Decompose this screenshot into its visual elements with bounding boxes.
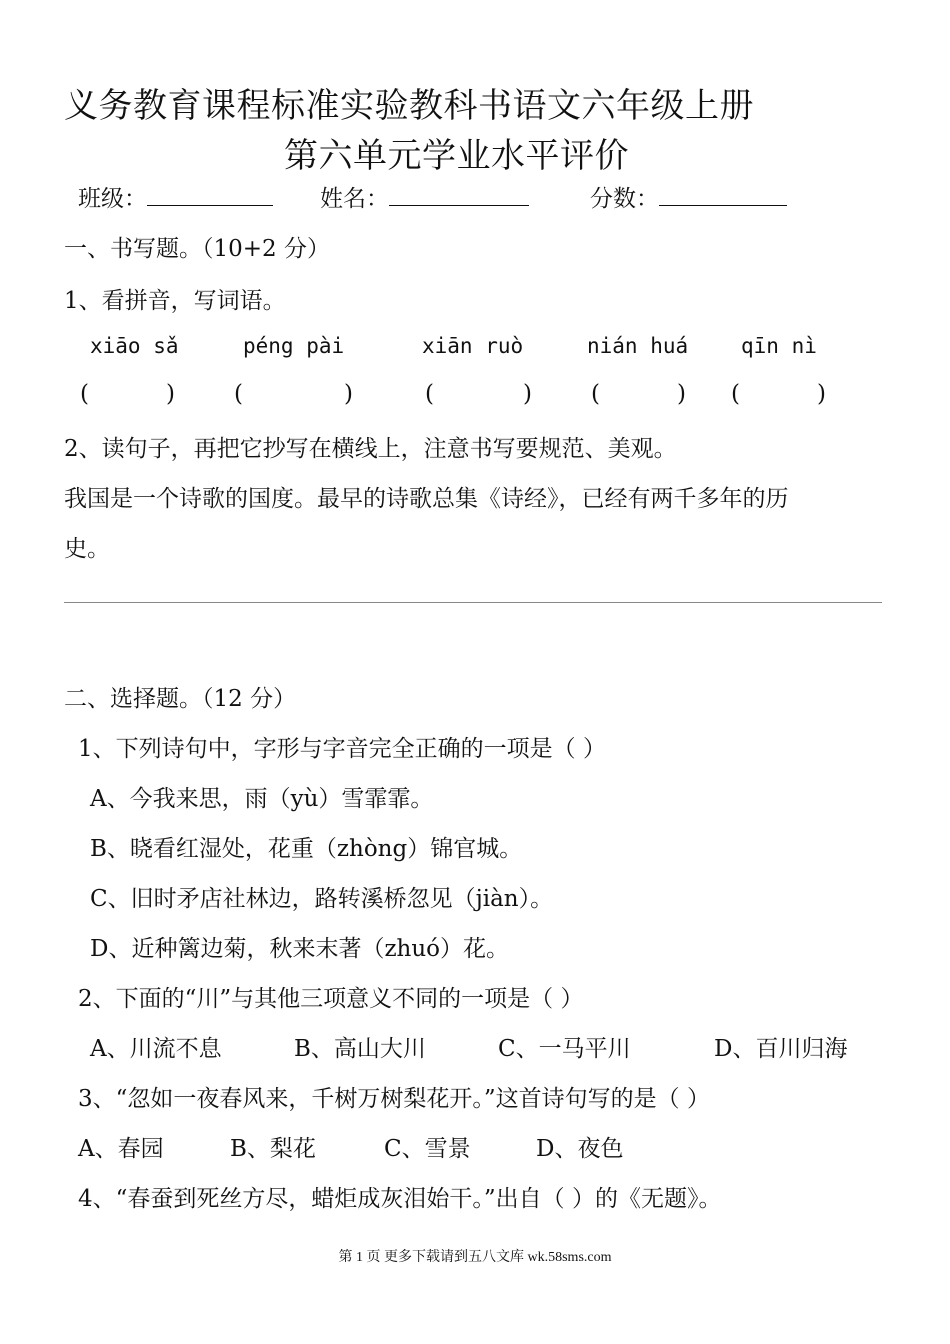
copy-writing-line[interactable] <box>64 602 882 603</box>
document-subtitle: 第六单元学业水平评价 <box>284 136 629 176</box>
answer-blank-2-close: ) <box>344 381 353 407</box>
q1-option-d: D、近种篱边菊，秋来末著（zhuó）花。 <box>90 936 510 962</box>
q1-option-c: C、旧时矛店社林边，路转溪桥忽见（jiàn）。 <box>90 886 554 912</box>
document-title: 义务教育课程标准实验教科书语文六年级上册 <box>64 86 754 126</box>
answer-blank-4-close: ) <box>677 381 686 407</box>
q3-option-d: D、夜色 <box>536 1136 624 1162</box>
section2-heading: 二、选择题。（12 分） <box>64 686 297 712</box>
class-field <box>78 180 273 213</box>
name-blank <box>389 183 529 206</box>
pinyin-5: qīn nì <box>741 334 817 358</box>
q3-option-b: B、梨花 <box>230 1136 316 1162</box>
section2-q2: 2、下面的“川”与其他三项意义不同的一项是（ ） <box>78 986 584 1012</box>
answer-blank-3[interactable]: ( <box>425 381 434 407</box>
section2-q3: 3、“忽如一夜春风来，千树万树梨花开。”这首诗句写的是（ ） <box>78 1086 710 1112</box>
q2-option-b: B、高山大川 <box>294 1036 426 1062</box>
pinyin-4: nián huá <box>587 334 689 358</box>
answer-blank-5-close: ) <box>817 381 826 407</box>
copy-sentence-line1: 我国是一个诗歌的国度。最早的诗歌总集《诗经》，已经有两千多年的历 <box>64 486 789 512</box>
name-field <box>320 180 529 213</box>
answer-blank-5[interactable]: ( <box>731 381 740 407</box>
section1-q2: 2、读句子，再把它抄写在横线上，注意书写要规范、美观。 <box>64 436 677 462</box>
q2-option-c: C、一马平川 <box>498 1036 631 1062</box>
answer-blank-1-close: ) <box>166 381 175 407</box>
answer-blank-3-close: ) <box>523 381 532 407</box>
q2-option-d: D、百川归海 <box>714 1036 848 1062</box>
pinyin-2: péng pài <box>243 334 345 358</box>
score-blank <box>659 183 787 206</box>
section1-heading: 一、书写题。（10+2 分） <box>64 236 330 262</box>
section2-q1: 1、下列诗句中，字形与字音完全正确的一项是（ ） <box>78 736 606 762</box>
name-label: 姓名： <box>320 186 389 212</box>
q2-option-a: A、川流不息 <box>90 1036 222 1062</box>
pinyin-1: xiāo sǎ <box>90 334 179 358</box>
section2-q4: 4、“春蚕到死丝方尽，蜡炬成灰泪始干。”出自（ ）的《无题》。 <box>78 1186 722 1212</box>
score-label: 分数： <box>590 186 659 212</box>
class-label: 班级： <box>78 186 147 212</box>
page-footer: 第 1 页 更多下载请到五八文库 wk.58sms.com <box>338 1250 612 1265</box>
q3-option-a: A、春园 <box>78 1136 164 1162</box>
q3-option-c: C、雪景 <box>384 1136 471 1162</box>
answer-blank-2[interactable]: ( <box>234 381 243 407</box>
pinyin-3: xiān ruò <box>422 334 524 358</box>
class-blank <box>147 183 273 206</box>
answer-blank-1[interactable]: ( <box>80 381 89 407</box>
section1-q1: 1、看拼音，写词语。 <box>64 288 286 314</box>
score-field <box>590 180 787 213</box>
answer-blank-4[interactable]: ( <box>591 381 600 407</box>
q1-option-b: B、晓看红湿处，花重（zhòng）锦官城。 <box>90 836 523 862</box>
copy-sentence-line2: 史。 <box>64 536 110 562</box>
q1-option-a: A、今我来思，雨（yù）雪霏霏。 <box>90 786 434 812</box>
